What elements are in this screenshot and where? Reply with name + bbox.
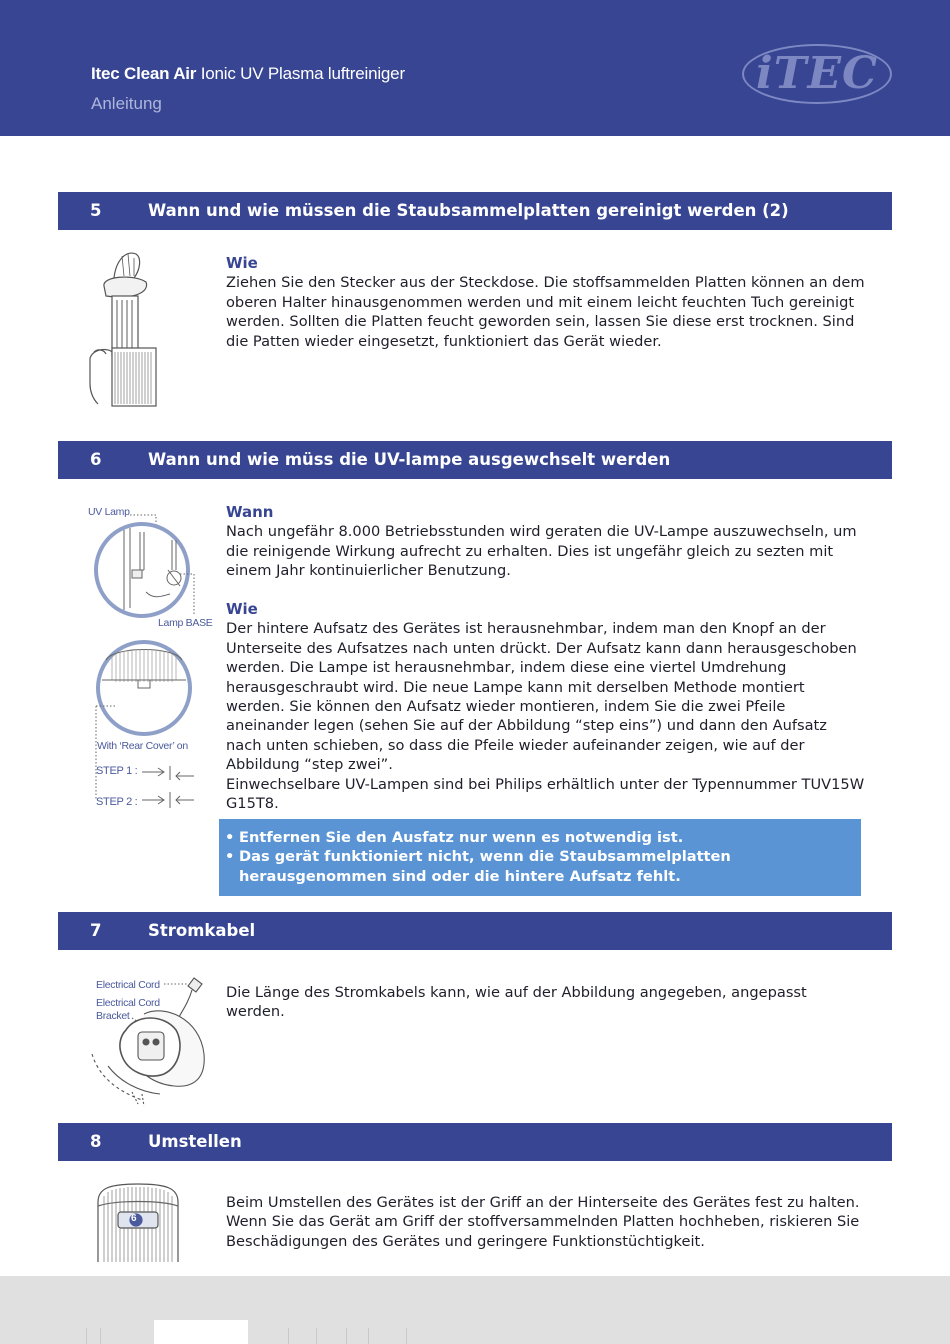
footer-divider xyxy=(100,1328,101,1344)
section-5-header xyxy=(58,192,892,230)
electrical-cord-label: Electrical Cord xyxy=(96,979,160,991)
cleaning-plates-illustration xyxy=(84,248,164,408)
document-title xyxy=(91,64,405,84)
section-8-content xyxy=(226,1193,866,1251)
footer-divider xyxy=(316,1328,317,1344)
logo-text: iTEC xyxy=(755,48,878,99)
section-5-content xyxy=(226,254,866,351)
section-6-how-heading: Wie xyxy=(226,600,258,619)
section-6-content xyxy=(226,503,866,813)
section-8-body: Beim Umstellen des Gerätes ist der Griff an der Hinterseite des Gerätes fest zu halten. Wenn Sie das Gerät am Griff der stoffversammelnden Platten hochheben, riskieren Sie Beschädigungen des Gerätes und geringere Funktionstüchtigkeit. xyxy=(226,1194,860,1250)
footer-divider xyxy=(368,1328,369,1344)
power-cord-illustration xyxy=(84,974,214,1108)
section-8-header xyxy=(58,1123,892,1161)
section-6-philips-note: Einwechselbare UV-Lampen sind bei Philips erhältlich unter der Typennummer TUV15W G15T8. xyxy=(226,775,865,813)
itec-logo xyxy=(742,44,892,104)
uv-lamp-label: UV Lamp xyxy=(88,506,130,518)
uv-lamp-illustration xyxy=(84,510,204,815)
section-title: Wann und wie müssen die Staubsammelplatten gereinigt werden (2) xyxy=(148,201,789,220)
brand-name: Itec Clean Air xyxy=(91,64,197,83)
rear-cover-label: With ‘Rear Cover’ on xyxy=(97,740,188,752)
section-title: Wann und wie müss die UV-lampe ausgewchselt werden xyxy=(148,450,671,469)
section-number: 6 xyxy=(90,450,102,469)
section-6-how-body: Der hintere Aufsatz des Gerätes ist herausnehmbar, indem man den Knopf an der Unterseite des Aufsatzes nach unten drückt. Der Aufsatz kann dann herausgeschoben werden. Die Lampe ist herausnehmbar, indem diese eine viertel Umdrehung herausgeschraubt wird. Die neue Lampe kann mit derselben Methode montiert werden. Sie können den Aufsatz wieder montieren, indem Sie die zwei Pfeile aneinander legen (sehen Sie auf der Abbildung “step eins”) und dann den Aufsatz nach unten schieben, so dass die Pfeile wieder aufeinander zeigen, wie auf der Abbildung “step zwei”. xyxy=(226,620,857,774)
handle-badge-number: 6 xyxy=(131,1213,137,1224)
document-subtitle: Anleitung xyxy=(91,94,162,113)
step-2-label: STEP 2 : xyxy=(96,796,138,808)
device-handle-illustration xyxy=(96,1182,180,1264)
section-7-header xyxy=(58,912,892,950)
footer-tab xyxy=(154,1320,248,1344)
section-7-body: Die Länge des Stromkabels kann, wie auf der Abbildung angegeben, angepasst werden. xyxy=(226,984,807,1021)
footer-divider xyxy=(346,1328,347,1344)
cord-bracket-label-line2: Bracket xyxy=(96,1010,130,1022)
section-5-body: Ziehen Sie den Stecker aus der Steckdose. Die stoffsammelden Platten können an dem oberen Halter hinausgenommen werden und mit einem leicht feuchten Tuch gereinigt werden. Sollten die Platten feucht geworden sein, lassen Sie diese erst trocknen. Sind die Patten wieder eingesetzt, funktioniert das Gerät wieder. xyxy=(226,274,865,350)
section-5-heading: Wie xyxy=(226,254,258,272)
cord-bracket-label-line1: Electrical Cord xyxy=(96,997,160,1009)
notice-item: • Das gerät funktioniert nicht, wenn die Staubsammelplatten herausgenommen sind oder die hintere Aufsatz fehlt. xyxy=(225,847,861,886)
section-6-header xyxy=(58,441,892,479)
product-name: Ionic UV Plasma luftreiniger xyxy=(200,64,405,83)
section-7-content xyxy=(226,983,866,1022)
page-header xyxy=(0,0,950,136)
footer-divider xyxy=(288,1328,289,1344)
warning-notice xyxy=(219,819,861,896)
step-1-label: STEP 1 : xyxy=(96,765,138,777)
section-number: 5 xyxy=(90,201,102,220)
section-6-when-heading: Wann xyxy=(226,503,274,521)
lamp-base-label: Lamp BASE xyxy=(158,617,213,629)
notice-item: • Entfernen Sie den Ausfatz nur wenn es notwendig ist. xyxy=(225,828,861,847)
footer-divider xyxy=(406,1328,407,1344)
footer-divider xyxy=(86,1328,87,1344)
section-number: 7 xyxy=(90,921,102,940)
section-number: 8 xyxy=(90,1132,102,1151)
section-title: Stromkabel xyxy=(148,921,256,940)
section-6-when-body: Nach ungefähr 8.000 Betriebsstunden wird geraten die UV-Lampe auszuwechseln, um die reinigende Wirkung aufrecht zu erhalten. Dies ist ungefähr gleich zu sezten mit einem Jahr kontinuierlicher Benutzung. xyxy=(226,523,857,580)
section-title: Umstellen xyxy=(148,1132,242,1151)
page-footer xyxy=(0,1276,950,1344)
